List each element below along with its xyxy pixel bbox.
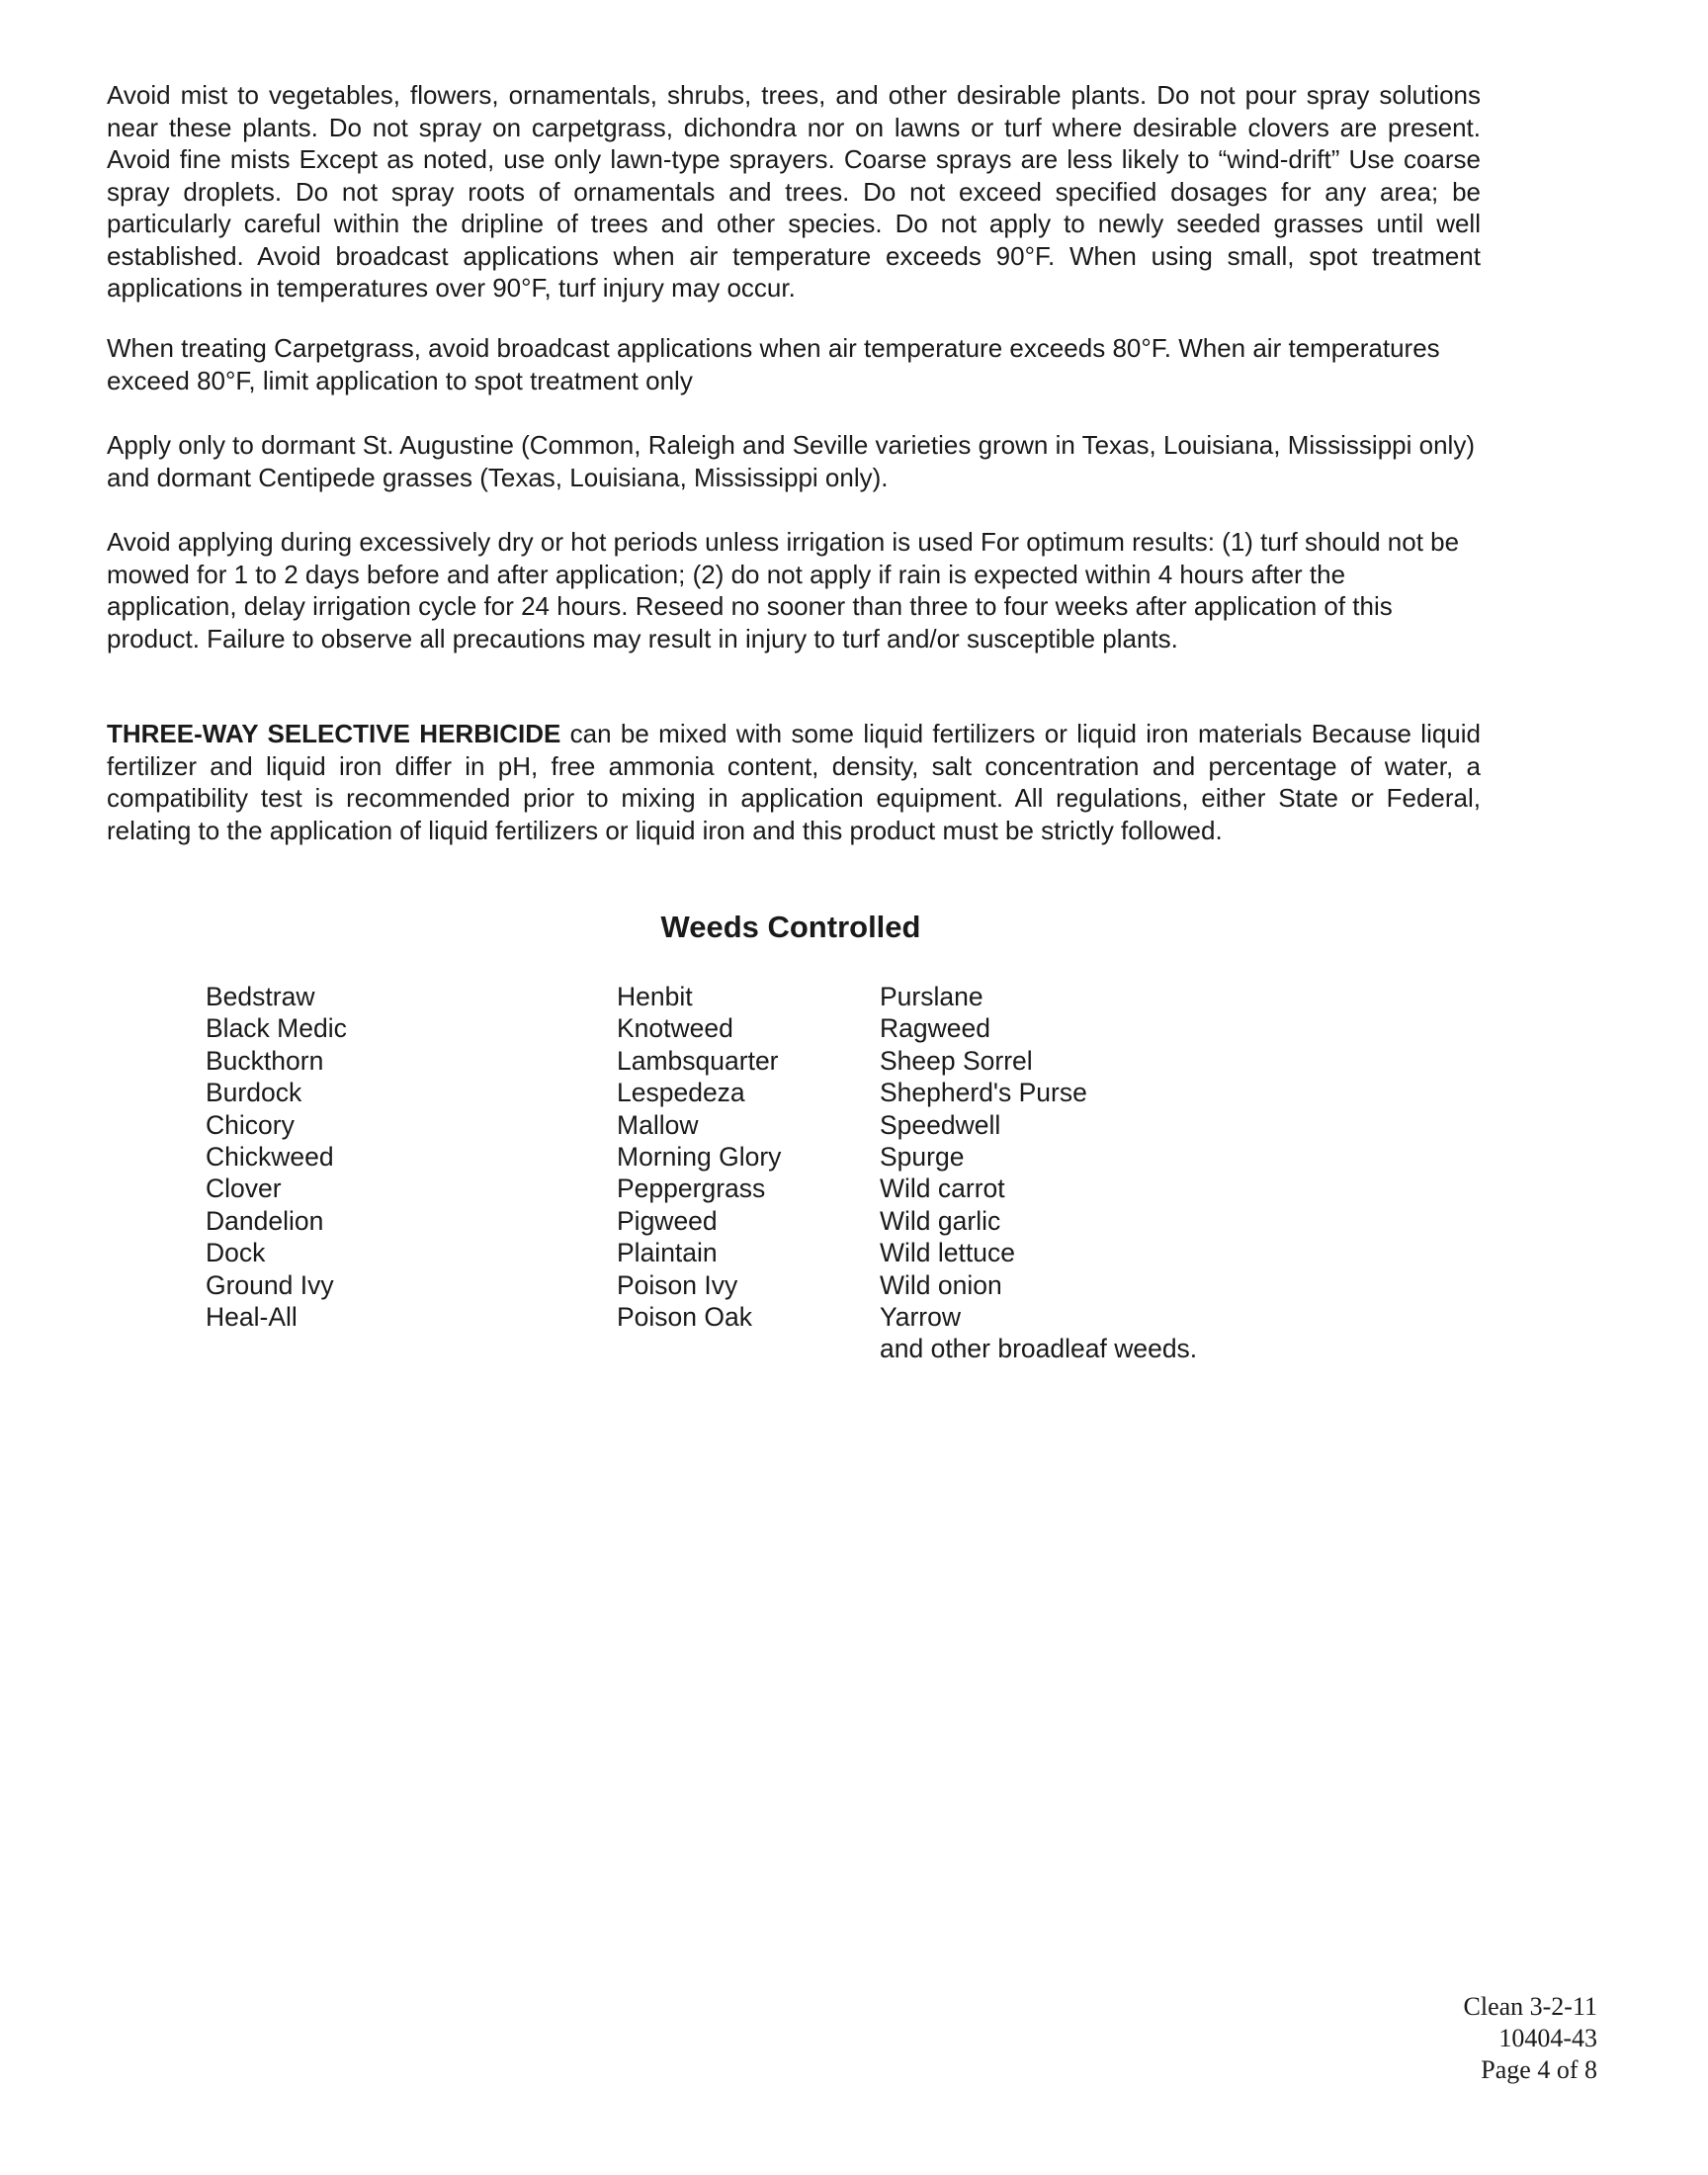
list-item: Poison Ivy — [617, 1269, 738, 1300]
list-item: Ground Ivy — [206, 1269, 334, 1300]
list-item: Yarrow — [880, 1302, 961, 1333]
list-item: Peppergrass — [617, 1174, 766, 1204]
list-item: Chickweed — [206, 1142, 334, 1173]
weeds-controlled-heading: Weeds Controlled — [660, 910, 921, 944]
list-item: Wild lettuce — [880, 1238, 1015, 1268]
page-footer — [1464, 1991, 1598, 2086]
list-item: Poison Oak — [617, 1302, 752, 1333]
dormant-grass-paragraph: Apply only to dormant St. Augustine (Common, Raleigh and Seville varieties grown in Texas, Louisiana, Mississippi only) and dormant Centipede grasses (Texas, Louisiana, Mississippi only). — [107, 430, 1475, 492]
list-item: Spurge — [880, 1142, 965, 1173]
page-number: Page 4 of 8 — [1481, 2055, 1597, 2084]
list-item: Sheep Sorrel — [880, 1045, 1033, 1076]
list-item: Morning Glory — [617, 1142, 782, 1173]
weeds-column-2 — [617, 981, 781, 1333]
list-item: Lambsquarter — [617, 1045, 779, 1076]
list-item: Black Medic — [206, 1013, 347, 1044]
list-item: Plaintain — [617, 1238, 718, 1268]
product-name: THREE-WAY SELECTIVE HERBICIDE — [107, 719, 561, 748]
revision-label: Clean 3-2-11 — [1463, 1992, 1597, 2021]
list-item: Dock — [206, 1238, 266, 1268]
list-item: Wild carrot — [880, 1174, 1005, 1204]
precautions-paragraph: Avoid mist to vegetables, flowers, ornamentals, shrubs, trees, and other desirable plants. Do not pour spray solutions near these plants. Do not spray on carpetgrass, dichondra nor on lawns or turf where desirable clovers are present. Avoid fine mists Except as noted, use only lawn-type sprayers. Coarse sprays are less likely to “wind-drift” Use coarse spray droplets. Do not spray roots of ornamentals and trees. Do not exceed specified dosages for any area; be particularly careful within the dripline of trees and other species. Do not apply to newly seeded grasses until well established. Avoid broadcast applications when air temperature exceeds 90°F. When using small, spot treatment applications in temperatures over 90°F, turf injury may occur. — [107, 80, 1481, 303]
list-item: Buckthorn — [206, 1045, 324, 1076]
list-item: Knotweed — [617, 1013, 733, 1044]
carpetgrass-paragraph: When treating Carpetgrass, avoid broadcast applications when air temperature exceeds 80°F. When air temperatures exceed 80°F, limit application to spot treatment only — [107, 333, 1440, 395]
fertilizer-mixing-paragraph — [107, 718, 1481, 846]
registration-number: 10404-43 — [1498, 2024, 1597, 2052]
weeds-column-1 — [206, 981, 347, 1333]
list-item: Heal-All — [206, 1302, 298, 1333]
list-item: Chicory — [206, 1109, 295, 1140]
application-timing-paragraph: Avoid applying during excessively dry or hot periods unless irrigation is used For optimum results: (1) turf should not be mowed for 1 to 2 days before and after application; (2) do not apply if rain is expected within 4 hours after the application, delay irrigation cycle for 24 hours. Reseed no sooner than three to four weeks after application of this product. Failure to observe all precautions may result in injury to turf and/or susceptible plants. — [107, 527, 1460, 653]
list-item: Speedwell — [880, 1109, 1001, 1140]
list-item: Lespedeza — [617, 1078, 745, 1108]
list-item: Bedstraw — [206, 982, 315, 1011]
list-item: Burdock — [206, 1078, 302, 1108]
list-item: and other broadleaf weeds. — [880, 1334, 1198, 1364]
list-item: Wild onion — [880, 1269, 1002, 1300]
list-item: Mallow — [617, 1109, 699, 1140]
list-item: Henbit — [617, 982, 693, 1011]
list-item: Pigweed — [617, 1205, 718, 1236]
list-item: Clover — [206, 1174, 282, 1204]
list-item: Wild garlic — [880, 1205, 1001, 1236]
list-item: Dandelion — [206, 1205, 324, 1236]
list-item: Shepherd's Purse — [880, 1078, 1087, 1108]
weeds-column-3 — [880, 981, 1197, 1365]
fertilizer-mixing-text: can be mixed with some liquid fertilizers or liquid iron materials Because liquid fertilizer and liquid iron differ in pH, free ammonia content, density, salt concentration and percentage of water, a compatibility test is recommended prior to mixing in application equipment. All regulations, either State or Federal, relating to the application of liquid fertilizers or liquid iron and this product must be strictly followed. — [107, 719, 1481, 845]
list-item: Ragweed — [880, 1013, 990, 1044]
list-item: Purslane — [880, 982, 983, 1011]
